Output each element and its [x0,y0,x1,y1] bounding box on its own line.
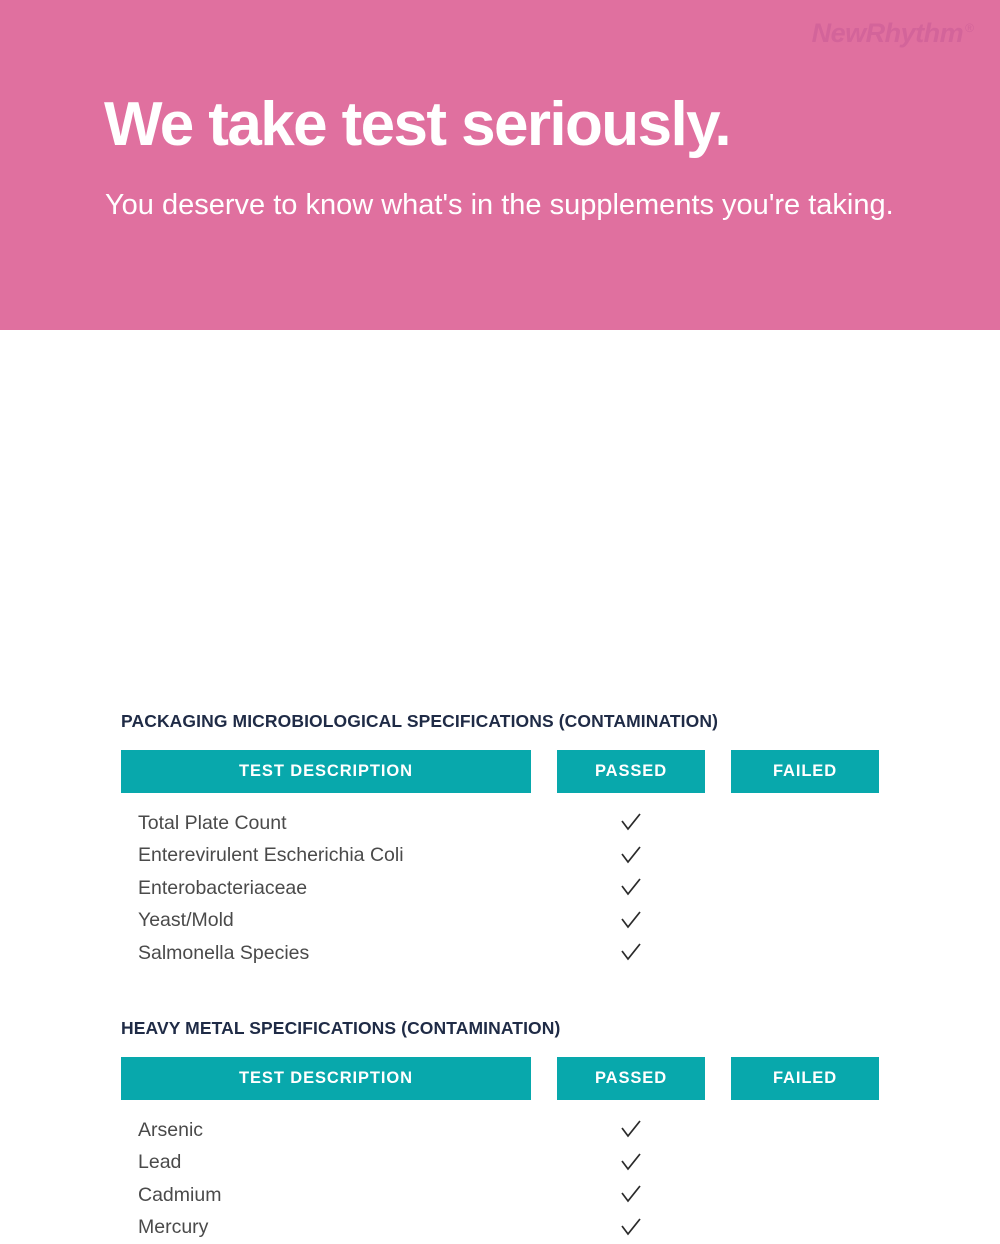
header-spacer [705,750,731,793]
column-header-passed: PASSED [557,1057,705,1100]
check-icon [620,1217,642,1239]
column-header-failed: FAILED [731,1057,879,1100]
table-row [121,840,921,873]
cell-passed [557,1184,705,1206]
cell-test-description: Total Plate Count [121,812,531,835]
cell-passed [557,877,705,899]
brand-name: NewRhythm [812,20,964,47]
cell-test-description: Yeast/Mold [121,909,531,932]
cell-test-description: Salmonella Species [121,942,531,965]
cell-test-description: Cadmium [121,1184,531,1207]
check-icon [620,1119,642,1141]
column-header-description: TEST DESCRIPTION [121,1057,531,1100]
table-row [121,1114,921,1147]
table-row [121,905,921,938]
cell-passed [557,1217,705,1239]
hero-banner [0,0,1000,330]
table-header-row [121,1057,921,1100]
table-row [121,872,921,905]
cell-passed [557,812,705,834]
cell-test-description: Enterobacteriaceae [121,877,531,900]
check-icon [620,1152,642,1174]
check-icon [620,812,642,834]
brand-logo [812,20,974,47]
section-title: HEAVY METAL SPECIFICATIONS (CONTAMINATION) [121,1018,921,1039]
check-icon [620,877,642,899]
check-icon [620,910,642,932]
section-title: PACKAGING MICROBIOLOGICAL SPECIFICATIONS (CONTAMINATION) [121,711,921,732]
header-spacer [705,1057,731,1100]
section-packaging-microbiological [121,711,921,970]
cell-passed [557,942,705,964]
registered-mark: ® [965,22,974,34]
table-row [121,1179,921,1212]
cell-passed [557,1119,705,1141]
column-header-passed: PASSED [557,750,705,793]
table-body [121,807,921,970]
check-icon [620,942,642,964]
table-row [121,1212,921,1244]
header-spacer [531,750,557,793]
cell-test-description: Lead [121,1151,531,1174]
column-header-description: TEST DESCRIPTION [121,750,531,793]
column-header-failed: FAILED [731,750,879,793]
table-body [121,1114,921,1244]
check-icon [620,845,642,867]
cell-passed [557,910,705,932]
cell-test-description: Arsenic [121,1119,531,1142]
table-row [121,937,921,970]
cell-passed [557,845,705,867]
cell-test-description: Mercury [121,1216,531,1239]
page-title: We take test seriously. [104,92,730,157]
header-spacer [531,1057,557,1100]
table-row [121,1147,921,1180]
check-icon [620,1184,642,1206]
section-heavy-metal [121,1018,921,1244]
cell-passed [557,1152,705,1174]
cell-test-description: Enterevirulent Escherichia Coli [121,844,531,867]
table-header-row [121,750,921,793]
table-row [121,807,921,840]
page-subtitle: You deserve to know what's in the supplements you're taking. [105,185,905,225]
